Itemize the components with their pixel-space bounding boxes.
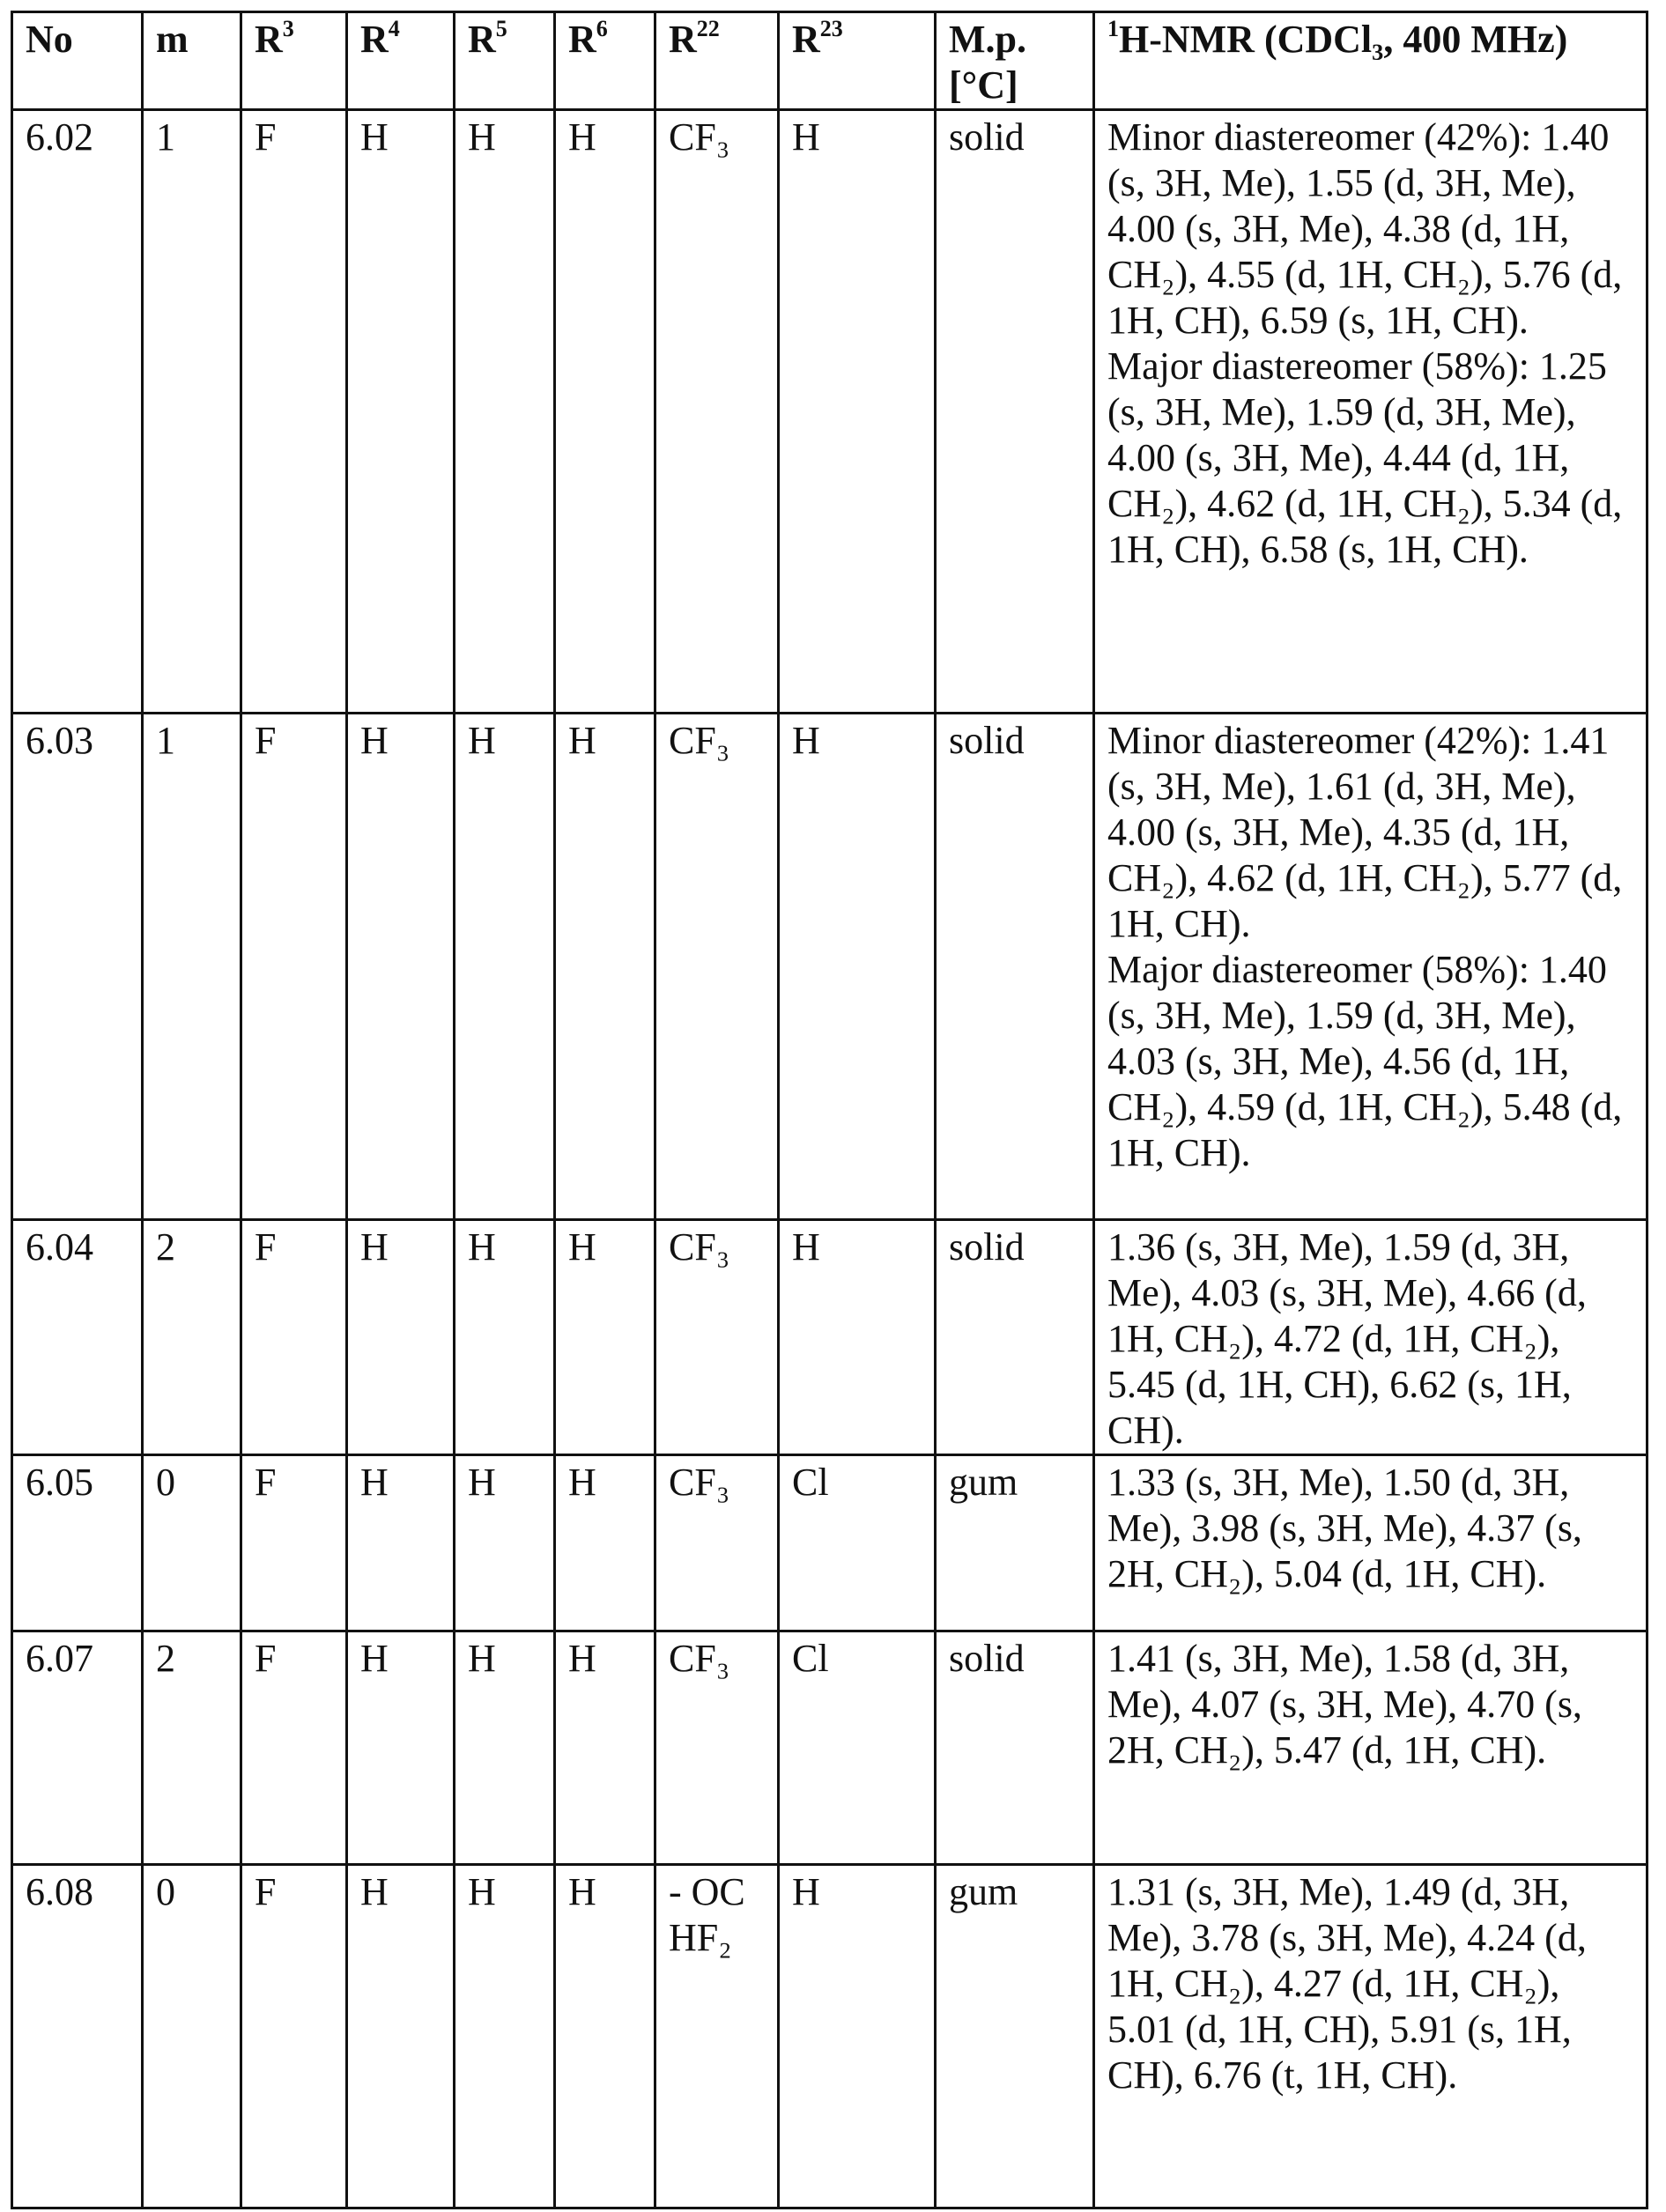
cell-r3: F: [241, 714, 347, 1220]
cell-m: 1: [143, 110, 241, 714]
cell-r3: F: [241, 1631, 347, 1865]
cell-m: 2: [143, 1631, 241, 1865]
header-r5: $R^5$: [455, 12, 555, 110]
cell-nmr: 1.31 (s, 3H, Me), 1.49 (d, 3H, Me), 3.78 (s, 3H, Me), 4.24 (d, 1H, CH₂), 4.27 (d, 1H, CH₂), 5.01 (d, 1H, CH), 5.91 (s, 1H, CH), 6.76 (t, 1H, CH).: [1094, 1865, 1647, 2208]
cell-melting-point: solid: [936, 714, 1094, 1220]
cell-melting-point: solid: [936, 1631, 1094, 1865]
cell-r23: H: [779, 1865, 936, 2208]
header-m: m: [143, 12, 241, 110]
cell-no: 6.03: [12, 714, 143, 1220]
cell-r6: H: [555, 110, 655, 714]
cell-r23: Cl: [779, 1455, 936, 1631]
cell-r5: H: [455, 714, 555, 1220]
cell-nmr: 1.33 (s, 3H, Me), 1.50 (d, 3H, Me), 3.98 (s, 3H, Me), 4.37 (s, 2H, CH₂), 5.04 (d, 1H, CH).: [1094, 1455, 1647, 1631]
cell-r5: H: [455, 110, 555, 714]
header-r3: $R^3$: [241, 12, 347, 110]
header-row: [12, 12, 1647, 110]
header-melting-point: M.p. [°C]: [936, 12, 1094, 110]
cell-r4: H: [347, 1220, 455, 1455]
cell-r6: H: [555, 1865, 655, 2208]
cell-r23: H: [779, 714, 936, 1220]
table-row: [12, 1220, 1647, 1455]
cell-r4: H: [347, 110, 455, 714]
cell-m: 2: [143, 1220, 241, 1455]
cell-r5: H: [455, 1220, 555, 1455]
cell-r23: Cl: [779, 1631, 936, 1865]
cell-melting-point: gum: [936, 1865, 1094, 2208]
cell-no: 6.07: [12, 1631, 143, 1865]
cell-r6: H: [555, 1220, 655, 1455]
header-r23: $R^{23}$: [779, 12, 936, 110]
table-row: [12, 1455, 1647, 1631]
cell-nmr: 1.41 (s, 3H, Me), 1.58 (d, 3H, Me), 4.07 (s, 3H, Me), 4.70 (s, 2H, CH₂), 5.47 (d, 1H, CH).: [1094, 1631, 1647, 1865]
cell-r3: F: [241, 1455, 347, 1631]
cell-nmr: Minor diastereomer (42%): 1.40 (s, 3H, Me), 1.55 (d, 3H, Me), 4.00 (s, 3H, Me), 4.38 (d, 1H, CH₂), 4.55 (d, 1H, CH₂), 5.76 (d, 1H, CH), 6.59 (s, 1H, CH). Major diastereomer (58%): 1.25 (s, 3H, Me), 1.59 (d, 3H, Me), 4.00 (s, 3H, Me), 4.44 (d, 1H, CH₂), 4.62 (d, 1H, CH₂), 5.34 (d, 1H, CH), 6.58 (s, 1H, CH).: [1094, 110, 1647, 714]
cell-r4: H: [347, 714, 455, 1220]
header-no: No: [12, 12, 143, 110]
cell-melting-point: solid: [936, 1220, 1094, 1455]
table-row: [12, 110, 1647, 714]
cell-r22: - OC HF₂: [655, 1865, 779, 2208]
cell-nmr: Minor diastereomer (42%): 1.41 (s, 3H, Me), 1.61 (d, 3H, Me), 4.00 (s, 3H, Me), 4.35 (d, 1H, CH₂), 4.62 (d, 1H, CH₂), 5.77 (d, 1H, CH). Major diastereomer (58%): 1.40 (s, 3H, Me), 1.59 (d, 3H, Me), 4.03 (s, 3H, Me), 4.56 (d, 1H, CH₂), 4.59 (d, 1H, CH₂), 5.48 (d, 1H, CH).: [1094, 714, 1647, 1220]
cell-r5: H: [455, 1865, 555, 2208]
cell-r6: H: [555, 1631, 655, 1865]
cell-r3: F: [241, 1865, 347, 2208]
cell-r4: H: [347, 1865, 455, 2208]
table-row: [12, 1865, 1647, 2208]
nmr-data-table: [11, 11, 1648, 2209]
header-nmr: $^1$H-NMR (CDCl₃, 400 MHz): [1094, 12, 1647, 110]
cell-melting-point: gum: [936, 1455, 1094, 1631]
cell-m: 0: [143, 1455, 241, 1631]
table-row: [12, 714, 1647, 1220]
cell-no: 6.08: [12, 1865, 143, 2208]
cell-nmr: 1.36 (s, 3H, Me), 1.59 (d, 3H, Me), 4.03 (s, 3H, Me), 4.66 (d, 1H, CH₂), 4.72 (d, 1H, CH₂), 5.45 (d, 1H, CH), 6.62 (s, 1H, CH).: [1094, 1220, 1647, 1455]
cell-r6: H: [555, 714, 655, 1220]
cell-r5: H: [455, 1631, 555, 1865]
cell-m: 0: [143, 1865, 241, 2208]
header-r4: $R^4$: [347, 12, 455, 110]
cell-m: 1: [143, 714, 241, 1220]
cell-no: 6.04: [12, 1220, 143, 1455]
cell-r4: H: [347, 1455, 455, 1631]
cell-r22: CF₃: [655, 1220, 779, 1455]
cell-r22: CF₃: [655, 110, 779, 714]
cell-r23: H: [779, 110, 936, 714]
cell-r23: H: [779, 1220, 936, 1455]
cell-r4: H: [347, 1631, 455, 1865]
header-r6: $R^6$: [555, 12, 655, 110]
cell-melting-point: solid: [936, 110, 1094, 714]
cell-no: 6.05: [12, 1455, 143, 1631]
cell-r3: F: [241, 110, 347, 714]
cell-r22: CF₃: [655, 1455, 779, 1631]
header-r22: $R^{22}$: [655, 12, 779, 110]
cell-r3: F: [241, 1220, 347, 1455]
cell-no: 6.02: [12, 110, 143, 714]
cell-r5: H: [455, 1455, 555, 1631]
cell-r22: CF₃: [655, 714, 779, 1220]
cell-r6: H: [555, 1455, 655, 1631]
table-row: [12, 1631, 1647, 1865]
cell-r22: CF₃: [655, 1631, 779, 1865]
